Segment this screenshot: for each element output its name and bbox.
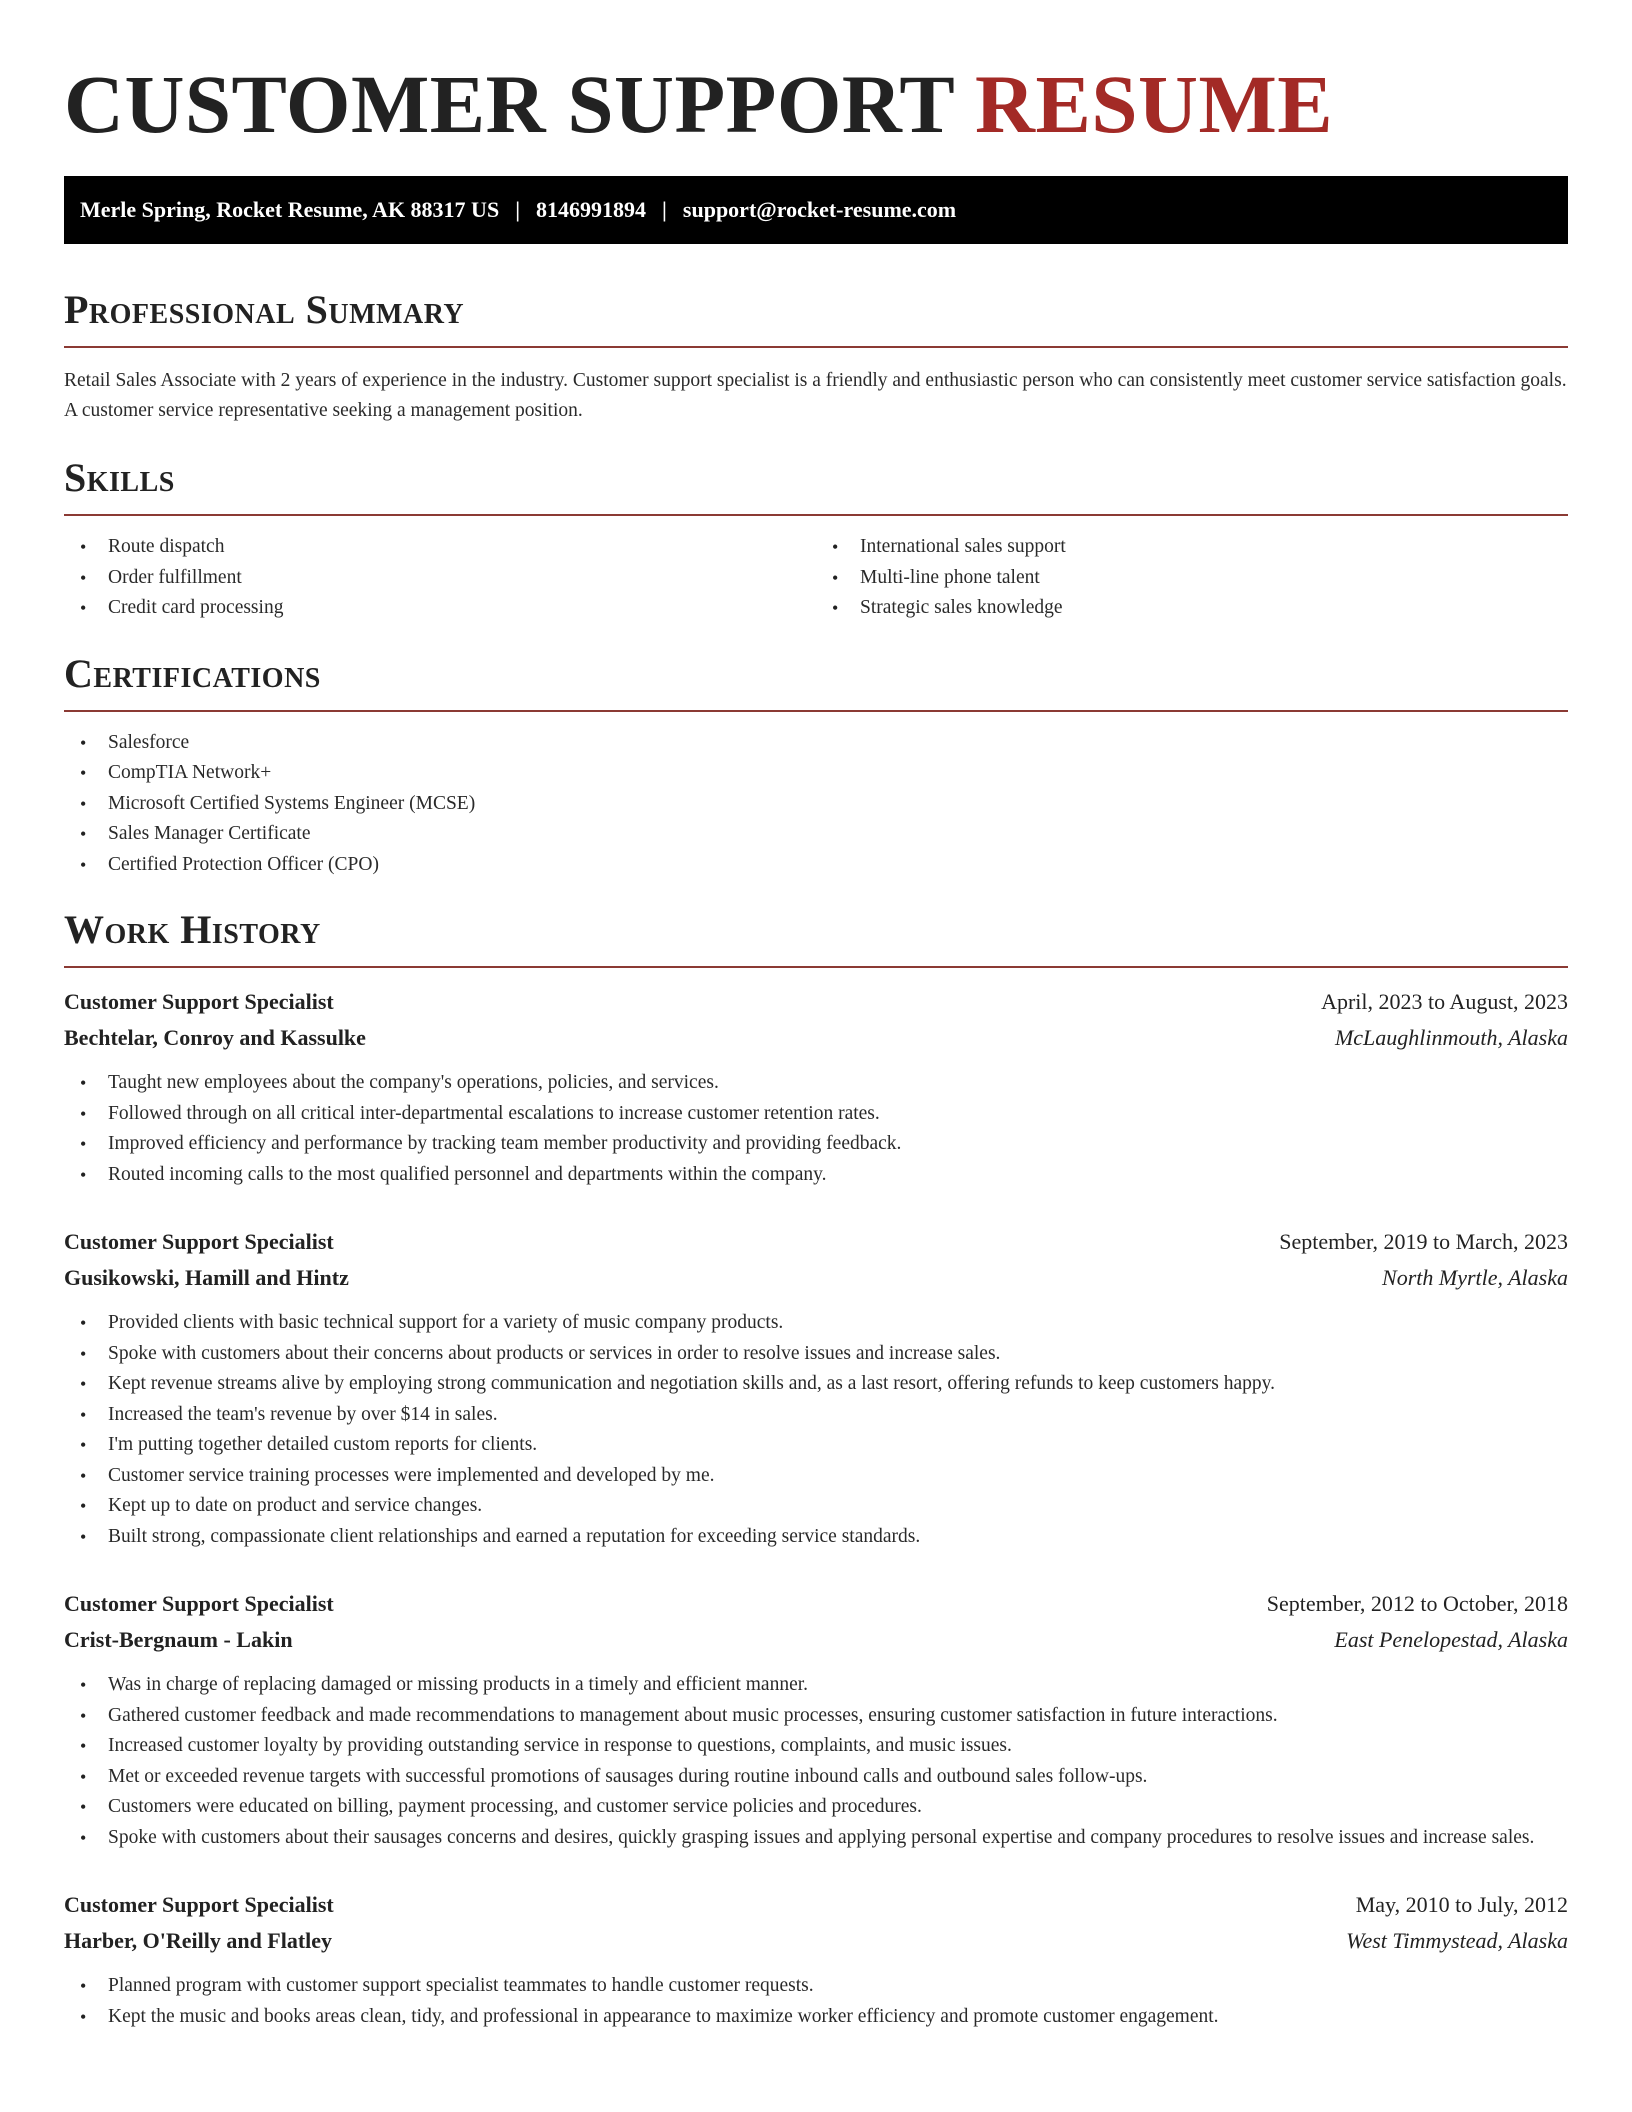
job-header-row (64, 1586, 1568, 1622)
section-divider (64, 966, 1568, 968)
job-dates: September, 2019 to March, 2023 (1279, 1229, 1568, 1254)
job-dates: September, 2012 to October, 2018 (1266, 1591, 1568, 1616)
contact-address: Merle Spring, Rocket Resume, AK 88317 US (80, 197, 500, 222)
certifications-section (64, 650, 1568, 881)
job-company: Crist-Bergnaum - Lakin (64, 1627, 293, 1652)
certifications-list (64, 728, 1568, 881)
contact-separator: | (662, 197, 667, 222)
certification-item: • Salesforce (64, 728, 1568, 759)
job-dates: May, 2010 to July, 2012 (1355, 1892, 1568, 1917)
job-bullet: • Routed incoming calls to the most qualified personnel and departments within the company. (64, 1160, 1568, 1191)
skill-item: • Multi-line phone talent (816, 563, 1568, 594)
job-bullet: • Customer service training processes were implemented and developed by me. (64, 1461, 1568, 1492)
job-header-row (64, 1887, 1568, 1923)
job-bullet: • Gathered customer feedback and made recommendations to management about music processes, ensuring customer satisfaction in future interactions. (64, 1701, 1568, 1732)
section-divider (64, 346, 1568, 348)
summary-heading: Professional Summary (64, 287, 465, 332)
job-location: McLaughlinmouth, Alaska (1334, 1025, 1568, 1050)
work-history-section (64, 906, 1568, 2032)
certification-item: • Sales Manager Certificate (64, 819, 1568, 850)
job-bullet: • I'm putting together detailed custom reports for clients. (64, 1430, 1568, 1461)
job-bullet: • Kept the music and books areas clean, tidy, and professional in appearance to maximize worker efficiency and promote customer engagement. (64, 2002, 1568, 2033)
job-bullet: • Was in charge of replacing damaged or missing products in a timely and efficient manner. (64, 1670, 1568, 1701)
title-accent: RESUME (975, 58, 1334, 150)
summary-text: Retail Sales Associate with 2 years of experience in the industry. Customer support specialist is a friendly and enthusiastic person who can consistently meet customer service satisfaction goals. A customer service representative seeking a management position. (64, 370, 1567, 421)
certifications-heading: Certifications (64, 650, 321, 696)
job-bullet: • Customers were educated on billing, payment processing, and customer service policies and procedures. (64, 1792, 1568, 1823)
job-title: Customer Support Specialist (64, 1591, 334, 1616)
skills-list-left (64, 532, 816, 624)
certification-item: • Certified Protection Officer (CPO) (64, 850, 1568, 881)
job-bullet: • Kept revenue streams alive by employing strong communication and negotiation skills and, as a last resort, offering refunds to keep customers happy. (64, 1369, 1568, 1400)
job-bullet: • Improved efficiency and performance by tracking team member productivity and providing feedback. (64, 1129, 1568, 1160)
job-bullet: • Planned program with customer support specialist teammates to handle customer requests. (64, 1971, 1568, 2002)
title-main: CUSTOMER SUPPORT (64, 58, 954, 150)
job-location: North Myrtle, Alaska (1382, 1265, 1568, 1290)
job-title: Customer Support Specialist (64, 1892, 334, 1917)
job-bullet: • Kept up to date on product and service changes. (64, 1491, 1568, 1522)
job-bullet: • Built strong, compassionate client relationships and earned a reputation for exceeding service standards. (64, 1522, 1568, 1553)
job-bullet: • Met or exceeded revenue targets with successful promotions of sausages during routine inbound calls and outbound sales follow-ups. (64, 1762, 1568, 1793)
job-location: East Penelopestad, Alaska (1334, 1627, 1568, 1652)
job-title: Customer Support Specialist (64, 1229, 334, 1254)
skills-list-right (816, 532, 1568, 624)
job-bullet: • Taught new employees about the company's operations, policies, and services. (64, 1068, 1568, 1099)
job-bullet: • Followed through on all critical inter-departmental escalations to increase customer retention rates. (64, 1099, 1568, 1130)
contact-email: support@rocket-resume.com (682, 197, 957, 222)
job-company-row (64, 1260, 1568, 1296)
job-company-row (64, 1622, 1568, 1658)
skill-item: • Order fulfillment (64, 563, 816, 594)
job-company: Gusikowski, Hamill and Hintz (64, 1265, 349, 1290)
job-title: Customer Support Specialist (64, 989, 334, 1014)
job-bullets (64, 1971, 1568, 2032)
skill-item: • Credit card processing (64, 593, 816, 624)
skill-item: • International sales support (816, 532, 1568, 563)
job-location: West Timmystead, Alaska (1346, 1928, 1568, 1953)
job-bullet: • Spoke with customers about their concerns about products or services in order to resolve issues and increase sales. (64, 1339, 1568, 1370)
contact-separator: | (515, 197, 521, 222)
job-bullets (64, 1308, 1568, 1552)
job-company: Harber, O'Reilly and Flatley (64, 1928, 333, 1953)
section-divider (64, 710, 1568, 712)
certification-item: • Microsoft Certified Systems Engineer (MCSE) (64, 789, 1568, 820)
job-company: Bechtelar, Conroy and Kassulke (64, 1025, 366, 1050)
skills-heading: Skills (64, 455, 175, 500)
job-entry (64, 984, 1568, 1190)
work-history-heading: Work History (64, 907, 321, 952)
skill-item: • Route dispatch (64, 532, 816, 563)
job-entry (64, 1224, 1568, 1552)
job-header-row (64, 1224, 1568, 1260)
summary-section (64, 286, 1568, 426)
job-bullets (64, 1670, 1568, 1853)
job-bullets (64, 1068, 1568, 1190)
job-header-row (64, 984, 1568, 1020)
job-bullet: • Increased customer loyalty by providing outstanding service in response to questions, complaints, and music issues. (64, 1731, 1568, 1762)
job-dates: April, 2023 to August, 2023 (1321, 989, 1568, 1014)
job-company-row (64, 1923, 1568, 1959)
certification-item: • CompTIA Network+ (64, 758, 1568, 789)
job-company-row (64, 1020, 1568, 1056)
job-bullet: • Spoke with customers about their sausages concerns and desires, quickly grasping issues and applying personal expertise and company procedures to resolve issues and increase sales. (64, 1823, 1568, 1854)
job-bullet: • Provided clients with basic technical support for a variety of music company products. (64, 1308, 1568, 1339)
skill-item: • Strategic sales knowledge (816, 593, 1568, 624)
contact-phone: 8146991894 (536, 197, 647, 222)
skills-grid (64, 532, 1568, 624)
section-divider (64, 514, 1568, 516)
contact-bar (64, 176, 1568, 244)
resume-title (64, 0, 1568, 154)
job-entry (64, 1887, 1568, 2032)
job-entry (64, 1586, 1568, 1853)
job-bullet: • Increased the team's revenue by over $14 in sales. (64, 1400, 1568, 1431)
skills-section (64, 454, 1568, 624)
